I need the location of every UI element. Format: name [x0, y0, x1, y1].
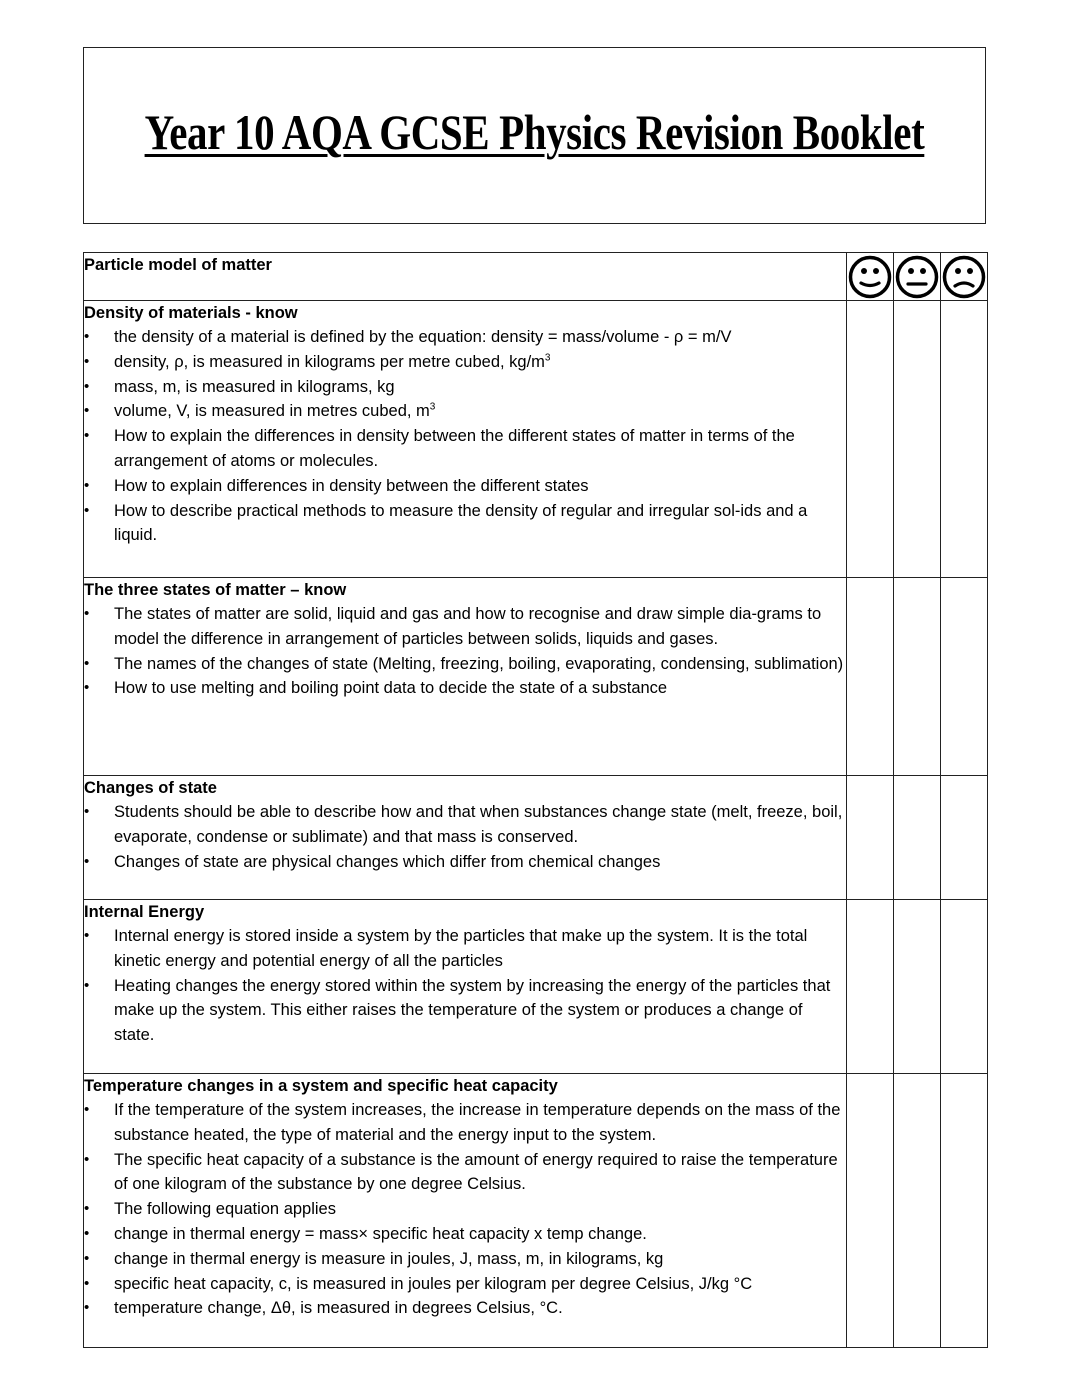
bullet-item: [84, 399, 846, 424]
table-row: [84, 578, 988, 776]
section-heading: Temperature changes in a system and specific heat capacity: [84, 1077, 558, 1095]
section-states-of-matter: [84, 578, 847, 776]
rating-checkbox-not-confident[interactable]: [941, 900, 988, 1074]
bullet-item: • Changes of state are physical changes which differ from chemical changes: [84, 850, 846, 875]
bullet-item: • Students should be able to describe how and that when substances change state (melt, freeze, boil, evaporate, condense or sublimate) and that mass is conserved.: [84, 800, 846, 850]
page-title: Year 10 AQA GCSE Physics Revision Booklet: [144, 103, 925, 160]
bullet-item: • change in thermal energy is measure in joules, J, mass, m, in kilograms, kg: [84, 1247, 846, 1272]
rating-checkbox-not-confident[interactable]: [941, 1074, 988, 1348]
table-row: [84, 776, 988, 900]
bullet-list: [84, 1098, 846, 1321]
bullet-text: density, ρ, is measured in kilograms per metre cubed, kg/m: [114, 352, 545, 371]
bullet-item: • the density of a material is defined by the equation: density = mass/volume - ρ = m/V: [84, 325, 846, 350]
bullet-list: [84, 924, 846, 1048]
rating-checkbox-confident[interactable]: [847, 776, 894, 900]
bullet-item: • mass, m, is measured in kilograms, kg: [84, 375, 846, 400]
bullet-item: • If the temperature of the system increases, the increase in temperature depends on the mass of the substance heated, the type of material and the energy input to the system.: [84, 1098, 846, 1148]
bullet-list: [84, 325, 846, 548]
rating-checkbox-not-confident[interactable]: [941, 301, 988, 578]
table-row: [84, 1074, 988, 1348]
bullet-list: [84, 800, 846, 874]
rating-checkbox-confident[interactable]: [847, 1074, 894, 1348]
rating-header-confident: [847, 253, 894, 301]
bullet-item: • The names of the changes of state (Melting, freezing, boiling, evaporating, condensing, sublimation): [84, 652, 846, 677]
bullet-text: volume, V, is measured in metres cubed, m: [114, 402, 430, 421]
bullet-item: • The states of matter are solid, liquid and gas and how to recognise and draw simple dia-grams to model the difference in arrangement of particles between solids, liquids and gases.: [84, 602, 846, 652]
bullet-item: • temperature change, Δθ, is measured in degrees Celsius, °C.: [84, 1296, 846, 1321]
bullet-item: • How to explain the differences in density between the different states of matter in terms of the arrangement of atoms or molecules.: [84, 424, 846, 474]
rating-checkbox-not-confident[interactable]: [941, 578, 988, 776]
rating-checkbox-not-confident[interactable]: [941, 776, 988, 900]
rating-checkbox-unsure[interactable]: [894, 301, 941, 578]
section-heading: Changes of state: [84, 779, 217, 797]
revision-checklist-table: [83, 252, 988, 1348]
bullet-item: [84, 350, 846, 375]
section-density: [84, 301, 847, 578]
table-row: [84, 900, 988, 1074]
rating-checkbox-unsure[interactable]: [894, 1074, 941, 1348]
rating-checkbox-unsure[interactable]: [894, 776, 941, 900]
rating-header-unsure: [894, 253, 941, 301]
bullet-item: • How to explain differences in density between the different states: [84, 474, 846, 499]
bullet-item: • How to use melting and boiling point data to decide the state of a substance: [84, 676, 846, 701]
bullet-list: [84, 602, 846, 701]
section-changes-of-state: [84, 776, 847, 900]
rating-checkbox-unsure[interactable]: [894, 900, 941, 1074]
rating-checkbox-confident[interactable]: [847, 578, 894, 776]
bullet-item: • The following equation applies: [84, 1197, 846, 1222]
bullet-item: • Heating changes the energy stored within the system by increasing the energy of the particles that make up the system. This either raises the temperature of the system or produces a change of state.: [84, 974, 846, 1048]
section-heading: Density of materials - know: [84, 304, 298, 322]
neutral-face-icon: [895, 255, 939, 299]
bullet-item: • How to describe practical methods to measure the density of regular and irregular sol-ids and a liquid.: [84, 499, 846, 549]
table-row: [84, 301, 988, 578]
bullet-item: • The specific heat capacity of a substance is the amount of energy required to raise the temperature of one kilogram of the substance by one degree Celsius.: [84, 1148, 846, 1198]
superscript: 3: [544, 352, 551, 364]
topic-title: Particle model of matter: [84, 256, 272, 274]
bullet-item: • specific heat capacity, c, is measured in joules per kilogram per degree Celsius, J/kg °C: [84, 1272, 846, 1297]
superscript: 3: [429, 401, 436, 413]
section-heading: The three states of matter – know: [84, 581, 347, 599]
sad-face-icon: [942, 255, 986, 299]
rating-checkbox-confident[interactable]: [847, 301, 894, 578]
bullet-item: • change in thermal energy = mass× specific heat capacity x temp change.: [84, 1222, 846, 1247]
happy-face-icon: [848, 255, 892, 299]
bullet-item: • Internal energy is stored inside a system by the particles that make up the system. It is the total kinetic energy and potential energy of all the particles: [84, 924, 846, 974]
rating-checkbox-unsure[interactable]: [894, 578, 941, 776]
topic-header-cell: [84, 253, 847, 301]
title-box: [83, 47, 986, 224]
rating-header-not-confident: [941, 253, 988, 301]
rating-checkbox-confident[interactable]: [847, 900, 894, 1074]
section-heading: Internal Energy: [84, 903, 205, 921]
table-header-row: [84, 253, 988, 301]
section-internal-energy: [84, 900, 847, 1074]
section-specific-heat-capacity: [84, 1074, 847, 1348]
